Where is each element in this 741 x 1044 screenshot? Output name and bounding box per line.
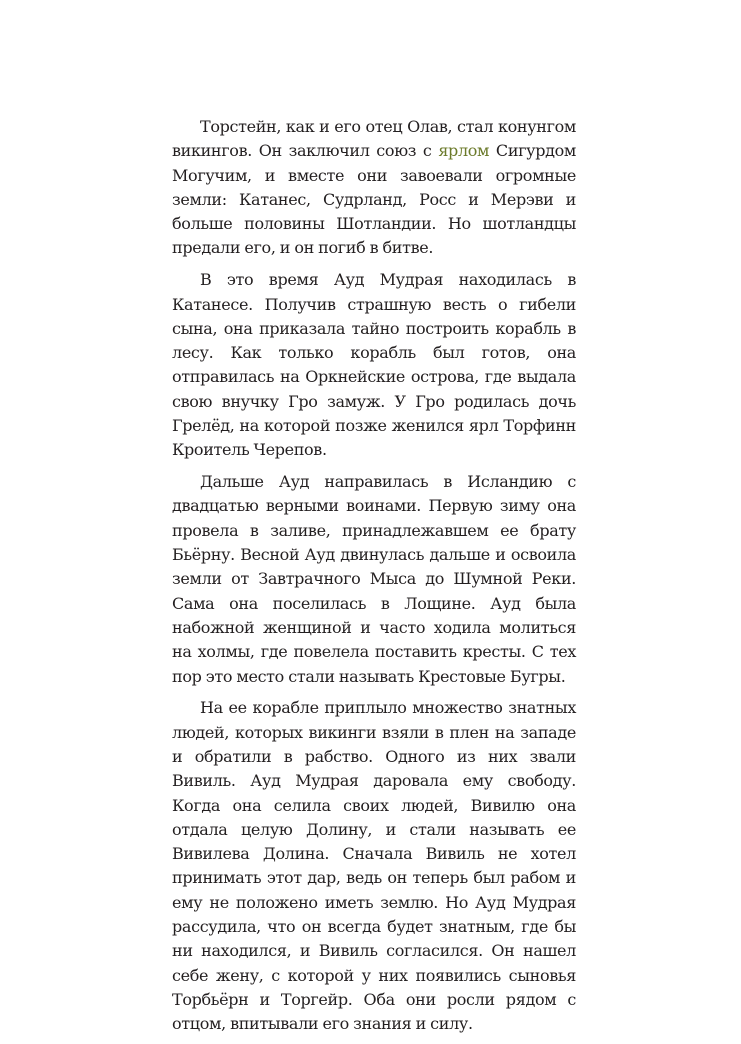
paragraph-1-text-start: Торстейн, как и его отец Олав, стал конунгом викингов. Он заключил союз с bbox=[172, 117, 576, 161]
page-body-text bbox=[172, 115, 576, 1044]
highlighted-term-yarl: ярлом bbox=[438, 141, 490, 161]
paragraph-4: На ее корабле приплыло множество знатных людей, которых викинги взяли в плен на западе и обратили в рабство. Одного из них звали Вивиль. Ауд Мудрая даровала ему свободу. Когда она селила своих людей, Вивилю она отдала целую Долину, и стали называть ее Вивилева Долина. Сначала Вивиль не хотел принимать этот дар, ведь он теперь был рабом и ему не положено иметь землю. Но Ауд Мудрая рассудила, что он всегда будет знатным, где бы ни находился, и Вивиль согласился. Он нашел себе жену, с которой у них появились сыновья Торбьёрн и Торгейр. Оба они росли рядом с отцом, впитывали его знания и силу. bbox=[172, 698, 576, 1034]
paragraph-3: Дальше Ауд направилась в Исландию с двадцатью верными воинами. Первую зиму она провела в заливе, принадлежавшем ее брату Бьёрну. Весной Ауд двинулась дальше и освоила земли от Завтрачного Мыса до Шумной Реки. Сама она поселилась в Лощине. Ауд была набожной женщиной и часто ходила молиться на холмы, где повелела поставить кресты. С тех пор это место стали называть Крестовые Бугры. bbox=[172, 472, 576, 686]
paragraph-1-text-end: Сигурдом Могучим, и вместе они завоевали огромные земли: Катанес, Судрланд, Росс и Мерэви и больше половины Шотландии. Но шотландцы предали его, и он погиб в битве. bbox=[172, 141, 576, 258]
paragraph-1 bbox=[172, 115, 576, 261]
paragraph-2: В это время Ауд Мудрая находилась в Катанесе. Получив страшную весть о гибели сына, она приказала тайно построить корабль в лесу. Как только корабль был готов, она отправилась на Оркнейские острова, где выдала свою внучку Гро замуж. У Гро родилась дочь Грелёд, на которой позже женился ярл Торфинн Кроитель Черепов. bbox=[172, 270, 576, 460]
